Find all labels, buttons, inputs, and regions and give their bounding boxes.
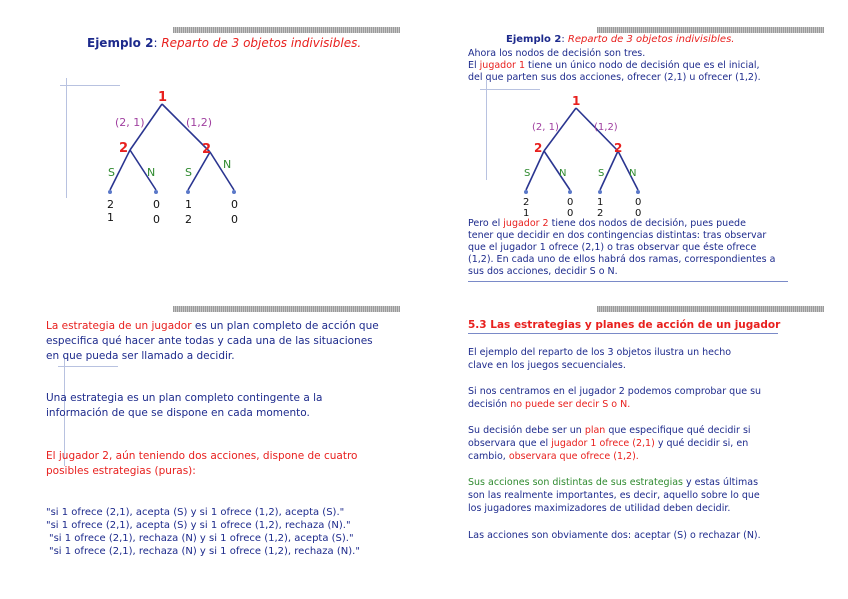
slide-title: Ejemplo 2: Reparto de 3 objetos indivisibles.	[87, 36, 362, 50]
payoff-2-bottom: 0	[153, 213, 160, 226]
strategy-item: "si 1 ofrece (2,1), rechaza (N) y si 1 ofrece (1,2), acepta (S)."	[49, 533, 354, 544]
body-line-5: sus dos acciones, decidir S o N.	[468, 266, 618, 277]
action-n-left: N	[559, 168, 567, 179]
payoff-1-top: 2	[107, 198, 114, 211]
payoff-4-bottom: 0	[635, 208, 642, 219]
offer-left-label: (2, 1)	[532, 122, 559, 133]
payoff-1-bottom: 1	[107, 211, 114, 224]
actions-line-2: son las realmente importantes, es decir, aquello sobre lo que	[468, 490, 760, 501]
contingent-line-2: información de que se dispone en cada momento.	[46, 407, 310, 419]
node-right-label: 2	[202, 142, 212, 157]
title-prefix: Ejemplo 2	[87, 36, 154, 50]
heading-underline	[468, 333, 778, 334]
node-left-label: 2	[534, 141, 543, 155]
definition-line-1: La estrategia de un jugador es un plan completo de acción que	[46, 320, 379, 332]
game-tree-1	[0, 0, 424, 299]
slide-3	[0, 300, 424, 599]
action-n-right: N	[629, 168, 637, 179]
contingent-line-1: Una estrategia es un plan completo contingente a la	[46, 392, 323, 404]
definition-line-2: especifica qué hacer ante todas y cada una de las situaciones	[46, 335, 373, 347]
body-line-3: que el jugador 1 ofrece (2,1) o tras observar que éste ofrece	[468, 242, 757, 253]
offer-left-label: (2, 1)	[115, 116, 145, 129]
strategy-item: "si 1 ofrece (2,1), acepta (S) y si 1 ofrece (1,2), acepta (S)."	[46, 507, 345, 518]
payoff-4-bottom: 0	[231, 213, 238, 226]
strategy-item: "si 1 ofrece (2,1), rechaza (N) y si 1 ofrece (1,2), rechaza (N)."	[49, 546, 360, 557]
title-subtitle: Reparto de 3 objetos indivisibles.	[161, 36, 362, 50]
player2-line-1: El jugador 2, aún teniendo dos acciones, dispone de cuatro	[46, 450, 358, 462]
action-n-left: N	[147, 166, 156, 179]
root-node-label: 1	[158, 90, 168, 105]
payoff-3-bottom: 2	[597, 208, 604, 219]
payoff-3-top: 1	[185, 198, 192, 211]
node-left-label: 2	[119, 141, 129, 156]
player2-line-2: posibles estrategias (puras):	[46, 465, 196, 477]
payoff-2-bottom: 0	[567, 208, 574, 219]
action-n-right: N	[223, 158, 232, 171]
section-heading: 5.3 Las estrategias y planes de acción de un jugador	[468, 319, 781, 331]
action-s-right: S	[185, 166, 192, 179]
payoff-2-top: 0	[567, 197, 574, 208]
payoff-1-top: 2	[523, 197, 530, 208]
slide-header-bar	[173, 306, 400, 312]
actions-line-1: Sus acciones son distintas de sus estrategias y estas últimas	[468, 477, 759, 488]
slide-4	[424, 300, 848, 599]
plan-line-3: cambio, observara que ofrece (1,2).	[468, 451, 639, 462]
payoff-3-top: 1	[597, 197, 604, 208]
action-s-right: S	[598, 168, 605, 179]
slide-2	[424, 0, 848, 299]
slide-header-bar	[597, 306, 824, 312]
slide-title: Ejemplo 2: Reparto de 3 objetos indivisibles.	[506, 34, 735, 45]
example-line-1: El ejemplo del reparto de los 3 objetos ilustra un hecho	[468, 347, 732, 358]
payoff-1-bottom: 1	[523, 208, 530, 219]
plan-line-1: Su decisión debe ser un plan que especifique qué decidir si	[468, 425, 751, 436]
body-line-4: (1,2). En cada uno de ellos habrá dos ramas, correspondientes a	[468, 254, 776, 265]
payoff-3-bottom: 2	[185, 213, 192, 226]
action-s-left: S	[108, 166, 115, 179]
final-line: Las acciones son obviamente dos: aceptar (S) o rechazar (N).	[468, 530, 761, 541]
player2-line-1: Si nos centramos en el jugador 2 podemos comprobar que su	[468, 386, 762, 397]
actions-line-3: los jugadores maximizadores de utilidad deben decidir.	[468, 503, 731, 514]
action-s-left: S	[524, 168, 531, 179]
definition-line-3: en que pueda ser llamado a decidir.	[46, 350, 235, 362]
body-line-1: Pero el jugador 2 tiene dos nodos de decisión, pues puede	[468, 218, 746, 229]
node-right-label: 2	[614, 141, 623, 155]
intro-line-2: El jugador 1 tiene un único nodo de decisión que es el inicial,	[468, 60, 760, 71]
player2-line-2: decisión no puede ser decir S o N.	[468, 399, 631, 410]
intro-line-1: Ahora los nodos de decisión son tres.	[468, 48, 646, 59]
payoff-2-top: 0	[153, 198, 160, 211]
slide-bottom-rule	[468, 281, 788, 282]
intro-line-3: del que parten sus dos acciones, ofrecer (2,1) u ofrecer (1,2).	[468, 72, 761, 83]
example-line-2: clave en los juegos secuenciales.	[468, 360, 626, 371]
strategy-item: "si 1 ofrece (2,1), acepta (S) y si 1 ofrece (1,2), rechaza (N)."	[46, 520, 351, 531]
slide-1	[0, 0, 424, 299]
payoff-4-top: 0	[231, 198, 238, 211]
payoff-4-top: 0	[635, 197, 642, 208]
offer-right-label: (1,2)	[594, 122, 618, 133]
root-node-label: 1	[572, 94, 581, 108]
horizontal-guide-line	[58, 366, 118, 367]
body-line-2: tener que decidir en dos contingencias distintas: tras observar	[468, 230, 767, 241]
plan-line-2: observara que el jugador 1 ofrece (2,1) y qué decidir si, en	[468, 438, 749, 449]
offer-right-label: (1,2)	[186, 116, 213, 129]
